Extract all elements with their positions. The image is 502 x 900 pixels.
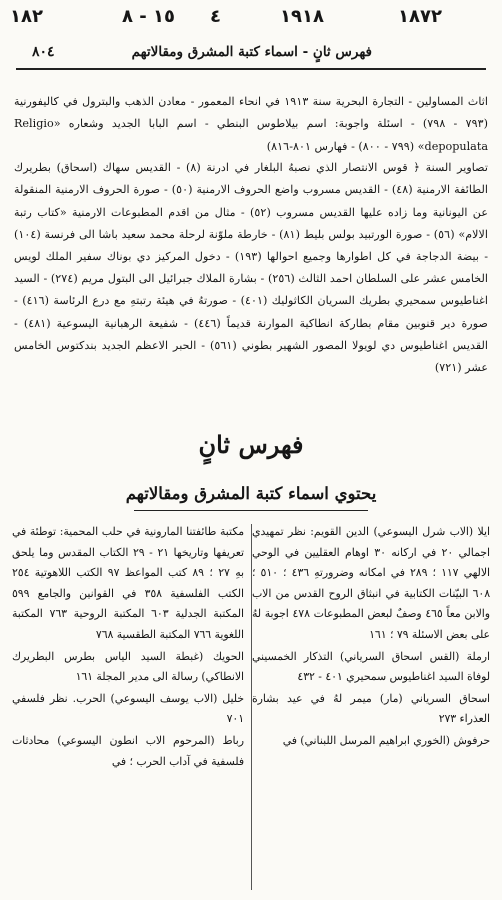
handwritten-number-mid: ١٥ - ٨ bbox=[122, 6, 175, 27]
index-continuation-paragraph: اثاث المساولين - التجارة البحرية سنة ١٩١٣ في انحاء المعمور - معادن الذهب والبترول في كاليفورنية (٧٩٣ - ٧٩٨) - اسئلة واجوبة: اسم بيلاطوس البنطي - اسم البابا الجديد وشعاره «Religio depopulata» (٧٩٩ - ٨٠٠) - فهارس ٨٠١-٨١٦) bbox=[14, 95, 488, 153]
running-header-title: فهرس ثانٍ - اسماء كتبة المشرق ومقالاتهم bbox=[131, 44, 372, 60]
index-entry: مكتبة طائفتنا المارونية في حلب المحمية: توطئة في تعريفها وتاريخها ٢١ - ٢٩ الكتاب المقدس وما يلحق بهِ ٢٧ ؛ ٨٩ كتب المواعظ ٩٧ الكتب اللاهوتية ٢٥٤ الكتب الفلسفية ٣٥٨ في القوانين والجامع ٥٩٩ المكتبة الجدلية ٦٠٣ المكتبة الروحية ٧٦٣ المكتبة اللغوية ٧٦٦ المكتبة الطقسية ٧٦٨ bbox=[12, 525, 245, 641]
handwritten-number-left: ١٨٢ bbox=[10, 6, 43, 27]
handwritten-year: ١٩١٨ bbox=[280, 6, 324, 27]
handwritten-number-right: ١٨٧٢ bbox=[398, 6, 442, 27]
index-entry: حرفوش (الخوري ابراهيم المرسل اللبناني) في bbox=[282, 733, 490, 747]
index-entry: خليل (الاب يوسف اليسوعي) الحرب. نظر فلسفي ٧٠١ bbox=[12, 691, 244, 726]
subtitle-rule bbox=[134, 510, 368, 511]
page-number: ٨٠٤ bbox=[32, 44, 55, 60]
index-entry: اسحاق السرياني (مار) ميمر لهُ في عيد بشارة العذراء ٢٧٣ bbox=[252, 691, 490, 726]
header-rule bbox=[16, 68, 486, 70]
running-header bbox=[20, 44, 482, 64]
index-entry: الحويك (غبطة السيد الياس بطرس البطريرك الانطاكي) رسالة الى مدير المجلة ١٦١ bbox=[12, 649, 244, 684]
index-column-right bbox=[252, 522, 490, 753]
column-divider bbox=[251, 524, 252, 890]
index-entry: ايلا (الاب شرل اليسوعي) الدين القويم: نظر تمهيدي اجمالي ٢٠ في اركانه ٣٠ اوهام العقليين في الوحي الالهي ١١٧ ؛ ٢٨٩ في امكانه وضرورتهِ ٤٣٦ ؛ ٥١٠ ؛ ٦٠٨ البيّنات الكتابية في انبثاق الروح القدس من الاب والابن معاً ٤٦٥ وصفٌ لبعض المطبوعات ٤٧٨ اجوبة لهُ على بعض الاسئلة ٧٩ ؛ ١٦١ bbox=[252, 525, 491, 641]
illustrations-paragraph: تصاوير السنة ﴿ قوس الانتصار الذي نصبهُ البلغار في ادرنة (٨) - القديس سهاك (اسحاق) بطريرك الطائفة الارمنية (٤٨) - القديس مسروب واضع الحروف الارمنية (٥٠) - صورة الحروف الارمنية المنقولة عن اليونانية وما زاده عليها القديس مسروب (٥٢) - مثال من اقدم المطبوعات الارمنية «كتاب رتبة الالام» (٥٦) - صورة الورتبيد بولس بليط (٨١) - خارطة ملوّنة لرحلة محمد سعيد باشا الى فرنسة (١٠٤) - بيضة الدجاجة في كل اطوارها وجميع احوالها (١٩٣) - دخول المركيز دي بوناك سفير الملك لويس الخامس عشر على السلطان احمد الثالث (٢٥٦) - بشارة الملاك جبرائيل الى البتول مريم (٢٧٤) - السيد اغناطيوس سمحيري بطريك السريان الكاثوليك (٤٠١) - صورتهُ في هيئة رتبتهِ مع درع الرئاسة (٤١٦) - صورة دير قنوبين مقام بطاركة انطاكية الموارنة قديماً (٤٤٦) - شفيعة الرهبانية اليسوعية (٤٨١) - القديس اغناطيوس دي لويولا المصور الشهير بطوني (٥٦١) - الحبر الاعظم الجديد بندكتوس الخامس عشر (٧٢١) bbox=[14, 161, 489, 375]
index-column-left bbox=[12, 522, 244, 773]
handwritten-number-mid-2: ٤ bbox=[210, 6, 221, 27]
index-entry: رباط (المرحوم الاب انطون اليسوعي) محادثات فلسفية في آداب الحرب ؛ في bbox=[12, 733, 244, 768]
index-entry: ارملة (القس اسحاق السرياني) التذكار الخمسيني لوفاة السيد اغناطيوس سمحيري ٤٠١ - ٤٣٢ bbox=[252, 649, 490, 684]
section-subtitle: يحتوي اسماء كتبة المشرق ومقالاتهم bbox=[125, 484, 377, 503]
section-title: فهرس ثانٍ bbox=[198, 430, 304, 459]
